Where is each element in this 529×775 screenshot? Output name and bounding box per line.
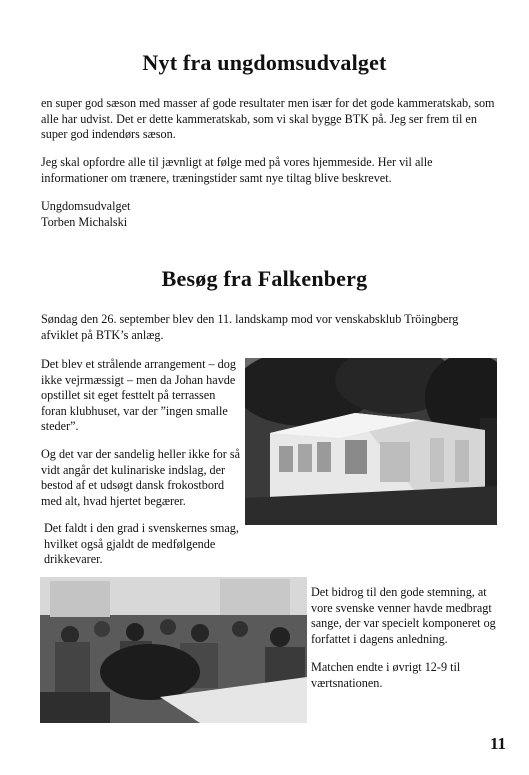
tent-photo — [245, 358, 497, 525]
crowd-photo — [40, 577, 307, 723]
signature-committee: Ungdomsudvalget — [41, 199, 131, 213]
paragraph-arrangement: Det blev et strålende arrangement – dog ikke vejrmæssigt – men da Johan havde opstillet sit eget festtelt på terrassen foran klubhuset, var der ”ingen smalle steder”. — [41, 357, 236, 434]
page-number: 11 — [490, 734, 507, 753]
paragraph-culinary: Og det var der sandelig heller ikke for så vidt angår det kulinariske indslag, der bestod af et udsøgt dansk frokostbord med alt, hvad hjertet begærer. — [41, 447, 240, 508]
paragraph-match-result: Matchen endte i øvrigt 12-9 til værtsnationen. — [311, 660, 461, 690]
paragraph-website: Jeg skal opfordre alle til jævnligt at følge med på vores hjemmeside. Her vil alle informationer om trænere, træningstider samt nye tiltag blive beskrevet. — [41, 155, 433, 185]
signature-name: Torben Michalski — [41, 215, 128, 229]
paragraph-intro: Søndag den 26. september blev den 11. landskamp mod vor venskabsklub Tröingberg afviklet på BTK’s anlæg. — [41, 312, 459, 342]
paragraph-season: en super god sæson med masser af gode resultater men især for det gode kammeratskab, som alle har udvist. Det er dette kammeratskab, som vi skal bygge BTK på. Jeg ser frem til en super god indendørs sæson. — [41, 96, 495, 142]
section-title-falkenberg: Besøg fra Falkenberg — [161, 266, 368, 291]
section-title-ungdomsudvalget: Nyt fra ungdomsudvalget — [142, 50, 387, 75]
paragraph-drinks: Det faldt i den grad i svenskernes smag, hvilket også gjaldt de medfølgende drikkevarer. — [44, 521, 239, 567]
paragraph-songs: Det bidrog til den gode stemning, at vore svenske venner havde medbragt sange, der var specielt komponeret og forfattet i dagens anledning. — [311, 585, 496, 646]
